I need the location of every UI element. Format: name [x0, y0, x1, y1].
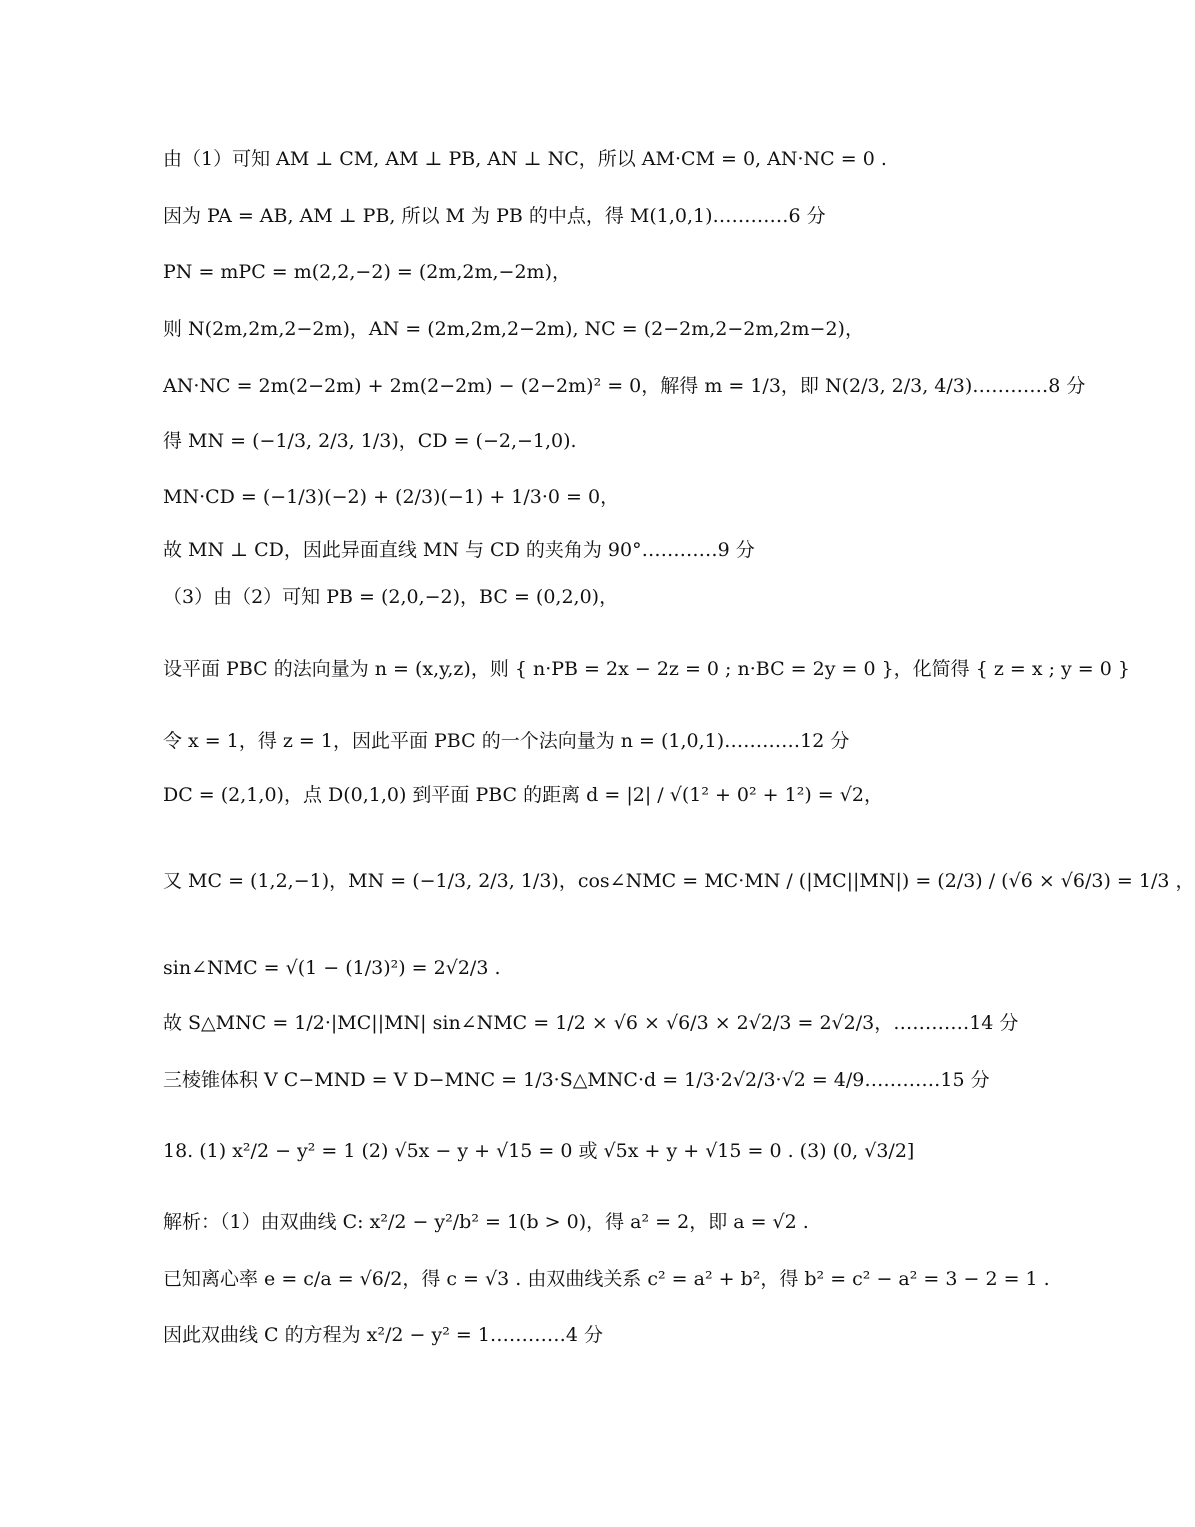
analysis-line-3: 因此双曲线 C 的方程为 x²/2 − y² = 1…………4 分 — [163, 1324, 604, 1346]
solution-line-16: 三棱锥体积 V C−MND = V D−MNC = 1/3·S△MNC·d = 1/3·2√2/3·√2 = 4/9…………15 分 — [163, 1069, 990, 1091]
answer-18-summary: 18. (1) x²/2 − y² = 1 (2) √5x − y + √15 = 0 或 √5x + y + √15 = 0 . (3) (0, √3/2] — [163, 1140, 915, 1162]
solution-line-7: MN·CD = (−1/3)(−2) + (2/3)(−1) + 1/3·0 = 0， — [163, 486, 620, 508]
solution-line-9: （3）由（2）可知 PB = (2,0,−2)，BC = (0,2,0)， — [163, 586, 619, 608]
solution-line-10: 设平面 PBC 的法向量为 n = (x,y,z)，则 { n·PB = 2x − 2z = 0 ; n·BC = 2y = 0 }，化简得 { z = x ; y = 0 } — [163, 658, 1130, 680]
solution-line-15: 故 S△MNC = 1/2·|MC||MN| sin∠NMC = 1/2 × √6 × √6/3 × 2√2/3 = 2√2/3，…………14 分 — [163, 1012, 1019, 1034]
solution-line-14: sin∠NMC = √(1 − (1/3)²) = 2√2/3 . — [163, 957, 501, 979]
solution-line-5: AN·NC = 2m(2−2m) + 2m(2−2m) − (2−2m)² = 0，解得 m = 1/3，即 N(2/3, 2/3, 4/3)…………8 分 — [163, 375, 1086, 397]
solution-line-8: 故 MN ⊥ CD，因此异面直线 MN 与 CD 的夹角为 90°…………9 分 — [163, 539, 755, 561]
solution-line-12: DC = (2,1,0)，点 D(0,1,0) 到平面 PBC 的距离 d = |2| / √(1² + 0² + 1²) = √2， — [163, 784, 883, 806]
solution-line-4: 则 N(2m,2m,2−2m)，AN = (2m,2m,2−2m), NC = (2−2m,2−2m,2m−2)， — [163, 318, 864, 340]
solution-line-1: 由（1）可知 AM ⊥ CM, AM ⊥ PB, AN ⊥ NC，所以 AM·CM = 0, AN·NC = 0 . — [163, 148, 887, 170]
solution-line-6: 得 MN = (−1/3, 2/3, 1/3)，CD = (−2,−1,0). — [163, 430, 577, 452]
solution-line-3: PN = mPC = m(2,2,−2) = (2m,2m,−2m)， — [163, 261, 571, 283]
solution-line-13: 又 MC = (1,2,−1)，MN = (−1/3, 2/3, 1/3)，cos∠NMC = MC·MN / (|MC||MN|) = (2/3) / (√6 × √6/3) = 1/3 ， — [163, 870, 1195, 892]
analysis-line-1: 解析：（1）由双曲线 C: x²/2 − y²/b² = 1(b > 0)，得 a² = 2，即 a = √2 . — [163, 1211, 809, 1233]
solution-line-11: 令 x = 1，得 z = 1，因此平面 PBC 的一个法向量为 n = (1,0,1)…………12 分 — [163, 730, 850, 752]
analysis-line-2: 已知离心率 e = c/a = √6/2，得 c = √3 . 由双曲线关系 c² = a² + b²，得 b² = c² − a² = 3 − 2 = 1 . — [163, 1268, 1050, 1290]
solution-line-2: 因为 PA = AB, AM ⊥ PB, 所以 M 为 PB 的中点，得 M(1,0,1)…………6 分 — [163, 205, 826, 227]
